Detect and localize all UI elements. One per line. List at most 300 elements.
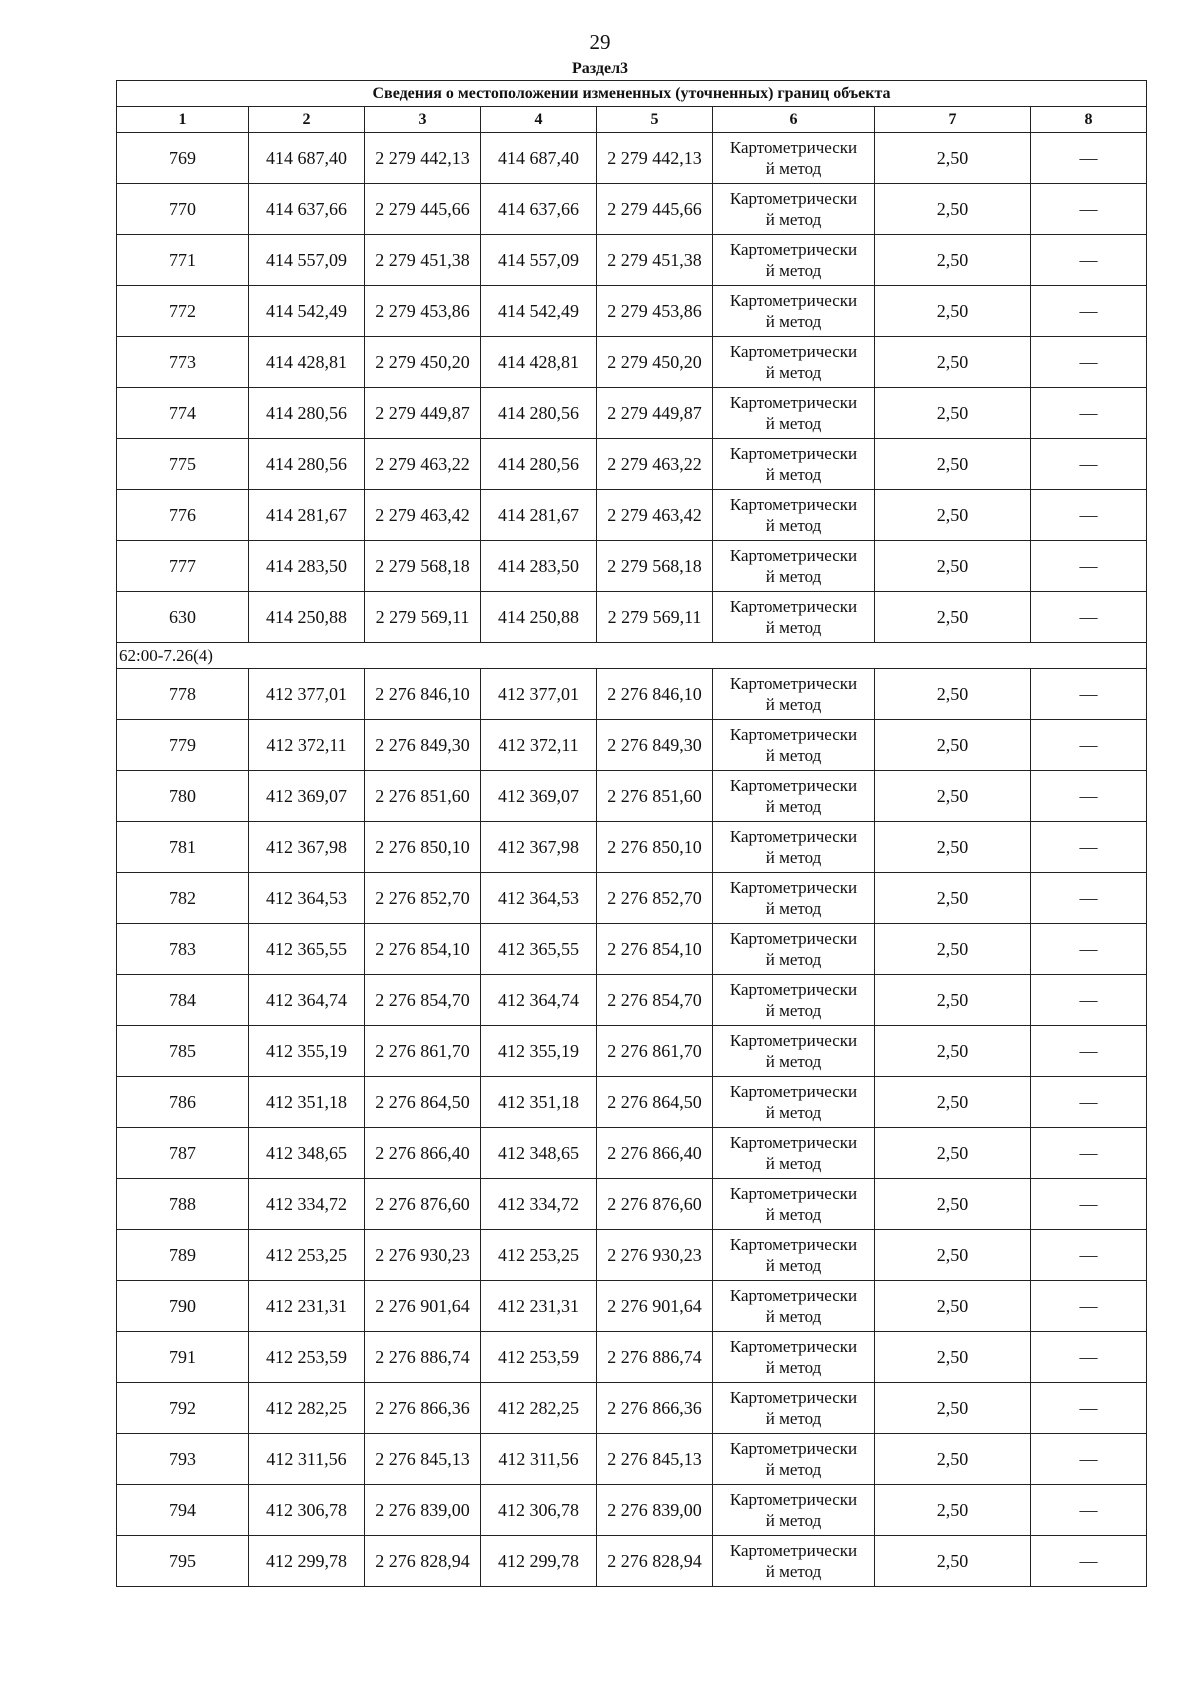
- point-number-cell: 774: [117, 388, 249, 439]
- note-cell: —: [1031, 286, 1147, 337]
- refined-x-cell: 412 364,53: [481, 873, 597, 924]
- method-cell: [713, 873, 875, 924]
- refined-x-cell: 412 306,78: [481, 1485, 597, 1536]
- accuracy-cell: 2,50: [875, 1179, 1031, 1230]
- point-number-cell: 792: [117, 1383, 249, 1434]
- refined-x-cell: 412 348,65: [481, 1128, 597, 1179]
- refined-y-cell: 2 279 451,38: [597, 235, 713, 286]
- existing-y-cell: 2 276 930,23: [365, 1230, 481, 1281]
- existing-y-cell: 2 279 463,42: [365, 490, 481, 541]
- note-cell: —: [1031, 873, 1147, 924]
- note-cell: —: [1031, 1332, 1147, 1383]
- table-row: [117, 1128, 1147, 1179]
- accuracy-cell: 2,50: [875, 439, 1031, 490]
- refined-y-cell: 2 276 839,00: [597, 1485, 713, 1536]
- method-text-line: й метод: [765, 797, 822, 816]
- existing-y-cell: 2 276 854,70: [365, 975, 481, 1026]
- method-text-line: й метод: [765, 899, 822, 918]
- accuracy-cell: 2,50: [875, 924, 1031, 975]
- column-number-row: [117, 107, 1147, 133]
- existing-y-cell: 2 276 861,70: [365, 1026, 481, 1077]
- accuracy-cell: 2,50: [875, 1434, 1031, 1485]
- column-number: 4: [481, 107, 597, 133]
- point-number-cell: 777: [117, 541, 249, 592]
- accuracy-cell: 2,50: [875, 1281, 1031, 1332]
- method-text-line: й метод: [765, 746, 822, 765]
- method-cell: [713, 1077, 875, 1128]
- note-cell: —: [1031, 1077, 1147, 1128]
- accuracy-cell: 2,50: [875, 1077, 1031, 1128]
- existing-x-cell: 412 369,07: [249, 771, 365, 822]
- point-number-cell: 784: [117, 975, 249, 1026]
- refined-y-cell: 2 276 886,74: [597, 1332, 713, 1383]
- refined-y-cell: 2 276 866,40: [597, 1128, 713, 1179]
- table-row: [117, 184, 1147, 235]
- refined-x-cell: 412 365,55: [481, 924, 597, 975]
- accuracy-cell: 2,50: [875, 1332, 1031, 1383]
- existing-x-cell: 412 231,31: [249, 1281, 365, 1332]
- method-text-line: Картометрически: [729, 878, 858, 897]
- existing-x-cell: 412 364,53: [249, 873, 365, 924]
- existing-y-cell: 2 279 568,18: [365, 541, 481, 592]
- table-row: [117, 490, 1147, 541]
- note-cell: —: [1031, 184, 1147, 235]
- note-cell: —: [1031, 1179, 1147, 1230]
- method-text-line: Картометрически: [729, 776, 858, 795]
- method-cell: [713, 1536, 875, 1587]
- point-number-cell: 776: [117, 490, 249, 541]
- method-cell: [713, 133, 875, 184]
- method-text-line: Картометрически: [729, 495, 858, 514]
- method-cell: [713, 1230, 875, 1281]
- table-row: [117, 388, 1147, 439]
- existing-x-cell: 412 282,25: [249, 1383, 365, 1434]
- refined-x-cell: 414 428,81: [481, 337, 597, 388]
- refined-y-cell: 2 276 930,23: [597, 1230, 713, 1281]
- method-text-line: й метод: [765, 414, 822, 433]
- existing-y-cell: 2 276 851,60: [365, 771, 481, 822]
- refined-x-cell: 412 299,78: [481, 1536, 597, 1587]
- existing-y-cell: 2 276 845,13: [365, 1434, 481, 1485]
- method-text-line: Картометрически: [729, 393, 858, 412]
- column-number: 8: [1031, 107, 1147, 133]
- note-cell: —: [1031, 1536, 1147, 1587]
- point-number-cell: 783: [117, 924, 249, 975]
- refined-x-cell: 412 231,31: [481, 1281, 597, 1332]
- refined-y-cell: 2 279 463,22: [597, 439, 713, 490]
- table-row: [117, 592, 1147, 643]
- refined-x-cell: 412 367,98: [481, 822, 597, 873]
- table-row: [117, 720, 1147, 771]
- method-cell: [713, 975, 875, 1026]
- refined-x-cell: 412 364,74: [481, 975, 597, 1026]
- existing-x-cell: 412 364,74: [249, 975, 365, 1026]
- method-cell: [713, 669, 875, 720]
- refined-x-cell: 414 280,56: [481, 388, 597, 439]
- refined-x-cell: 412 253,25: [481, 1230, 597, 1281]
- point-number-cell: 772: [117, 286, 249, 337]
- method-cell: [713, 1128, 875, 1179]
- method-text-line: й метод: [765, 261, 822, 280]
- point-number-cell: 769: [117, 133, 249, 184]
- point-number-cell: 773: [117, 337, 249, 388]
- method-text-line: Картометрически: [729, 827, 858, 846]
- method-text-line: Картометрически: [729, 1388, 858, 1407]
- refined-x-cell: 414 557,09: [481, 235, 597, 286]
- existing-x-cell: 414 637,66: [249, 184, 365, 235]
- refined-y-cell: 2 276 876,60: [597, 1179, 713, 1230]
- table-caption: Сведения о местоположении измененных (уточненных) границ объекта: [117, 81, 1147, 107]
- table-row: [117, 1434, 1147, 1485]
- method-text-line: Картометрически: [729, 189, 858, 208]
- refined-x-cell: 412 369,07: [481, 771, 597, 822]
- accuracy-cell: 2,50: [875, 235, 1031, 286]
- method-cell: [713, 286, 875, 337]
- refined-y-cell: 2 276 845,13: [597, 1434, 713, 1485]
- table-row: [117, 337, 1147, 388]
- note-cell: —: [1031, 1281, 1147, 1332]
- column-number: 7: [875, 107, 1031, 133]
- note-cell: —: [1031, 235, 1147, 286]
- existing-y-cell: 2 276 849,30: [365, 720, 481, 771]
- accuracy-cell: 2,50: [875, 133, 1031, 184]
- column-number: 2: [249, 107, 365, 133]
- page-number: 29: [589, 30, 611, 54]
- point-number-cell: 786: [117, 1077, 249, 1128]
- column-number: 5: [597, 107, 713, 133]
- accuracy-cell: 2,50: [875, 1128, 1031, 1179]
- note-cell: —: [1031, 771, 1147, 822]
- refined-y-cell: 2 276 846,10: [597, 669, 713, 720]
- refined-x-cell: 414 250,88: [481, 592, 597, 643]
- refined-y-cell: 2 279 450,20: [597, 337, 713, 388]
- table-row: [117, 286, 1147, 337]
- note-cell: —: [1031, 592, 1147, 643]
- existing-x-cell: 414 280,56: [249, 439, 365, 490]
- refined-x-cell: 414 281,67: [481, 490, 597, 541]
- method-cell: [713, 337, 875, 388]
- point-number-cell: 630: [117, 592, 249, 643]
- method-cell: [713, 1281, 875, 1332]
- note-cell: —: [1031, 388, 1147, 439]
- refined-x-cell: 412 351,18: [481, 1077, 597, 1128]
- method-text-line: й метод: [765, 1256, 822, 1275]
- accuracy-cell: 2,50: [875, 669, 1031, 720]
- existing-y-cell: 2 279 450,20: [365, 337, 481, 388]
- existing-y-cell: 2 276 886,74: [365, 1332, 481, 1383]
- table-row: [117, 1026, 1147, 1077]
- table-row: [117, 1383, 1147, 1434]
- column-number: 3: [365, 107, 481, 133]
- note-cell: —: [1031, 439, 1147, 490]
- point-number-cell: 785: [117, 1026, 249, 1077]
- table-row: [117, 1077, 1147, 1128]
- method-text-line: й метод: [765, 1460, 822, 1479]
- accuracy-cell: 2,50: [875, 1485, 1031, 1536]
- existing-y-cell: 2 276 866,40: [365, 1128, 481, 1179]
- method-text-line: Картометрически: [729, 1490, 858, 1509]
- method-cell: [713, 822, 875, 873]
- refined-y-cell: 2 276 854,70: [597, 975, 713, 1026]
- refined-y-cell: 2 276 849,30: [597, 720, 713, 771]
- existing-x-cell: 412 355,19: [249, 1026, 365, 1077]
- point-number-cell: 788: [117, 1179, 249, 1230]
- method-text-line: Картометрически: [729, 1286, 858, 1305]
- existing-x-cell: 412 351,18: [249, 1077, 365, 1128]
- refined-x-cell: 412 377,01: [481, 669, 597, 720]
- note-cell: —: [1031, 1128, 1147, 1179]
- existing-y-cell: 2 279 453,86: [365, 286, 481, 337]
- note-cell: —: [1031, 669, 1147, 720]
- method-text-line: й метод: [765, 465, 822, 484]
- method-text-line: й метод: [765, 567, 822, 586]
- accuracy-cell: 2,50: [875, 490, 1031, 541]
- table-row: [117, 1179, 1147, 1230]
- table-row: [117, 669, 1147, 720]
- refined-y-cell: 2 279 442,13: [597, 133, 713, 184]
- method-text-line: й метод: [765, 1511, 822, 1530]
- method-text-line: Картометрически: [729, 1541, 858, 1560]
- point-number-cell: 770: [117, 184, 249, 235]
- existing-y-cell: 2 276 828,94: [365, 1536, 481, 1587]
- accuracy-cell: 2,50: [875, 1383, 1031, 1434]
- point-number-cell: 795: [117, 1536, 249, 1587]
- existing-x-cell: 412 306,78: [249, 1485, 365, 1536]
- note-cell: —: [1031, 133, 1147, 184]
- point-number-cell: 789: [117, 1230, 249, 1281]
- point-number-cell: 780: [117, 771, 249, 822]
- method-text-line: й метод: [765, 695, 822, 714]
- table-row: [117, 541, 1147, 592]
- existing-x-cell: 412 334,72: [249, 1179, 365, 1230]
- existing-y-cell: 2 279 449,87: [365, 388, 481, 439]
- accuracy-cell: 2,50: [875, 771, 1031, 822]
- method-cell: [713, 592, 875, 643]
- method-text-line: й метод: [765, 516, 822, 535]
- method-cell: [713, 235, 875, 286]
- refined-y-cell: 2 276 852,70: [597, 873, 713, 924]
- accuracy-cell: 2,50: [875, 822, 1031, 873]
- method-text-line: Картометрически: [729, 1337, 858, 1356]
- table-row: [117, 1485, 1147, 1536]
- table-caption-row: [117, 81, 1147, 107]
- method-text-line: Картометрически: [729, 929, 858, 948]
- existing-x-cell: 414 281,67: [249, 490, 365, 541]
- note-cell: —: [1031, 924, 1147, 975]
- table-row: [117, 975, 1147, 1026]
- refined-y-cell: 2 276 864,50: [597, 1077, 713, 1128]
- accuracy-cell: 2,50: [875, 1230, 1031, 1281]
- method-cell: [713, 1179, 875, 1230]
- method-text-line: й метод: [765, 618, 822, 637]
- existing-y-cell: 2 276 866,36: [365, 1383, 481, 1434]
- method-text-line: Картометрически: [729, 1082, 858, 1101]
- refined-y-cell: 2 276 866,36: [597, 1383, 713, 1434]
- accuracy-cell: 2,50: [875, 975, 1031, 1026]
- method-text-line: й метод: [765, 1562, 822, 1581]
- note-cell: —: [1031, 1434, 1147, 1485]
- method-cell: [713, 184, 875, 235]
- method-cell: [713, 771, 875, 822]
- refined-x-cell: 414 542,49: [481, 286, 597, 337]
- refined-y-cell: 2 276 901,64: [597, 1281, 713, 1332]
- note-cell: —: [1031, 541, 1147, 592]
- existing-y-cell: 2 279 445,66: [365, 184, 481, 235]
- table-row: [117, 771, 1147, 822]
- refined-x-cell: 412 334,72: [481, 1179, 597, 1230]
- method-cell: [713, 1332, 875, 1383]
- method-text-line: й метод: [765, 1001, 822, 1020]
- table-row: [117, 1281, 1147, 1332]
- method-text-line: Картометрически: [729, 1031, 858, 1050]
- note-cell: —: [1031, 1383, 1147, 1434]
- existing-y-cell: 2 276 901,64: [365, 1281, 481, 1332]
- method-text-line: й метод: [765, 1409, 822, 1428]
- existing-y-cell: 2 276 846,10: [365, 669, 481, 720]
- existing-x-cell: 412 348,65: [249, 1128, 365, 1179]
- method-cell: [713, 924, 875, 975]
- table-row: [117, 133, 1147, 184]
- method-text-line: Картометрически: [729, 1133, 858, 1152]
- refined-x-cell: 412 311,56: [481, 1434, 597, 1485]
- refined-y-cell: 2 279 463,42: [597, 490, 713, 541]
- accuracy-cell: 2,50: [875, 592, 1031, 643]
- method-text-line: й метод: [765, 950, 822, 969]
- refined-x-cell: 414 283,50: [481, 541, 597, 592]
- table-row: [117, 235, 1147, 286]
- point-number-cell: 790: [117, 1281, 249, 1332]
- method-text-line: Картометрически: [729, 725, 858, 744]
- boundary-coordinates-table: [116, 80, 1147, 1587]
- point-number-cell: 793: [117, 1434, 249, 1485]
- point-number-cell: 791: [117, 1332, 249, 1383]
- method-text-line: й метод: [765, 1358, 822, 1377]
- refined-y-cell: 2 279 568,18: [597, 541, 713, 592]
- existing-y-cell: 2 279 442,13: [365, 133, 481, 184]
- existing-y-cell: 2 276 864,50: [365, 1077, 481, 1128]
- note-cell: —: [1031, 1026, 1147, 1077]
- existing-y-cell: 2 276 854,10: [365, 924, 481, 975]
- method-cell: [713, 1485, 875, 1536]
- note-cell: —: [1031, 1230, 1147, 1281]
- refined-x-cell: 414 280,56: [481, 439, 597, 490]
- existing-x-cell: 414 428,81: [249, 337, 365, 388]
- refined-y-cell: 2 276 851,60: [597, 771, 713, 822]
- refined-y-cell: 2 279 449,87: [597, 388, 713, 439]
- existing-x-cell: 412 253,59: [249, 1332, 365, 1383]
- refined-x-cell: 414 637,66: [481, 184, 597, 235]
- refined-x-cell: 412 282,25: [481, 1383, 597, 1434]
- point-number-cell: 787: [117, 1128, 249, 1179]
- method-text-line: Картометрически: [729, 138, 858, 157]
- existing-x-cell: 414 280,56: [249, 388, 365, 439]
- refined-y-cell: 2 279 453,86: [597, 286, 713, 337]
- method-cell: [713, 720, 875, 771]
- existing-x-cell: 412 377,01: [249, 669, 365, 720]
- refined-x-cell: 412 355,19: [481, 1026, 597, 1077]
- accuracy-cell: 2,50: [875, 873, 1031, 924]
- refined-x-cell: 412 372,11: [481, 720, 597, 771]
- refined-x-cell: 414 687,40: [481, 133, 597, 184]
- table-row: [117, 822, 1147, 873]
- method-text-line: й метод: [765, 848, 822, 867]
- existing-x-cell: 412 311,56: [249, 1434, 365, 1485]
- point-number-cell: 782: [117, 873, 249, 924]
- method-text-line: Картометрически: [729, 240, 858, 259]
- method-text-line: й метод: [765, 1307, 822, 1326]
- point-number-cell: 775: [117, 439, 249, 490]
- refined-x-cell: 412 253,59: [481, 1332, 597, 1383]
- method-text-line: й метод: [765, 210, 822, 229]
- existing-x-cell: 414 687,40: [249, 133, 365, 184]
- accuracy-cell: 2,50: [875, 337, 1031, 388]
- existing-y-cell: 2 276 852,70: [365, 873, 481, 924]
- method-text-line: Картометрически: [729, 980, 858, 999]
- existing-x-cell: 414 250,88: [249, 592, 365, 643]
- existing-x-cell: 414 557,09: [249, 235, 365, 286]
- method-text-line: й метод: [765, 363, 822, 382]
- accuracy-cell: 2,50: [875, 720, 1031, 771]
- existing-x-cell: 412 367,98: [249, 822, 365, 873]
- refined-y-cell: 2 276 861,70: [597, 1026, 713, 1077]
- method-text-line: Картометрически: [729, 674, 858, 693]
- table-body: [117, 81, 1147, 1587]
- method-text-line: Картометрически: [729, 546, 858, 565]
- existing-y-cell: 2 276 839,00: [365, 1485, 481, 1536]
- refined-y-cell: 2 276 854,10: [597, 924, 713, 975]
- existing-x-cell: 412 253,25: [249, 1230, 365, 1281]
- method-text-line: й метод: [765, 1205, 822, 1224]
- method-text-line: Картометрически: [729, 1235, 858, 1254]
- point-number-cell: 771: [117, 235, 249, 286]
- existing-y-cell: 2 279 463,22: [365, 439, 481, 490]
- method-cell: [713, 1434, 875, 1485]
- method-text-line: Картометрически: [729, 1439, 858, 1458]
- method-text-line: й метод: [765, 1154, 822, 1173]
- table-row: [117, 924, 1147, 975]
- method-text-line: Картометрически: [729, 1184, 858, 1203]
- method-cell: [713, 1383, 875, 1434]
- accuracy-cell: 2,50: [875, 1026, 1031, 1077]
- accuracy-cell: 2,50: [875, 184, 1031, 235]
- method-text-line: Картометрически: [729, 342, 858, 361]
- existing-x-cell: 414 283,50: [249, 541, 365, 592]
- method-cell: [713, 490, 875, 541]
- refined-y-cell: 2 279 445,66: [597, 184, 713, 235]
- table-row: [117, 1332, 1147, 1383]
- method-text-line: й метод: [765, 312, 822, 331]
- accuracy-cell: 2,50: [875, 286, 1031, 337]
- existing-x-cell: 412 365,55: [249, 924, 365, 975]
- method-text-line: Картометрически: [729, 597, 858, 616]
- method-text-line: Картометрически: [729, 444, 858, 463]
- method-cell: [713, 439, 875, 490]
- point-number-cell: 778: [117, 669, 249, 720]
- note-cell: —: [1031, 720, 1147, 771]
- method-cell: [713, 541, 875, 592]
- existing-x-cell: 414 542,49: [249, 286, 365, 337]
- method-cell: [713, 1026, 875, 1077]
- table-row: [117, 1230, 1147, 1281]
- column-number: 6: [713, 107, 875, 133]
- method-text-line: й метод: [765, 1103, 822, 1122]
- note-cell: —: [1031, 1485, 1147, 1536]
- method-text-line: й метод: [765, 1052, 822, 1071]
- accuracy-cell: 2,50: [875, 541, 1031, 592]
- note-cell: —: [1031, 822, 1147, 873]
- point-number-cell: 794: [117, 1485, 249, 1536]
- column-number: 1: [117, 107, 249, 133]
